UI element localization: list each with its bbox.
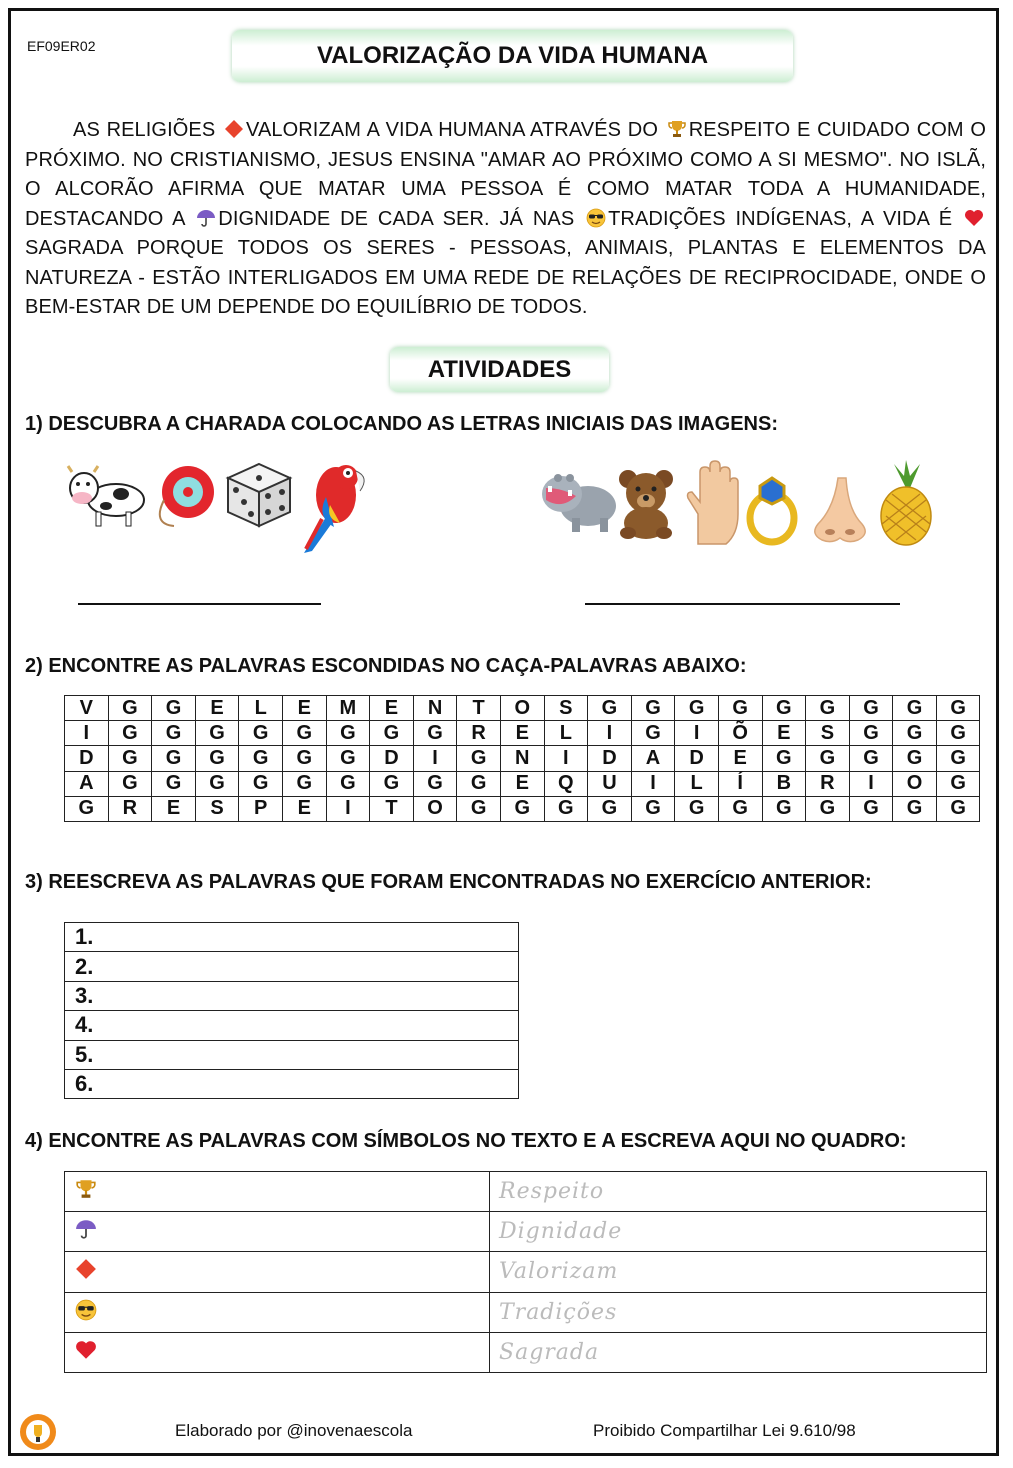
rewrite-row	[65, 952, 519, 981]
word-search-cell[interactable]: G	[936, 796, 980, 821]
word-search-cell[interactable]: V	[65, 696, 109, 721]
word-search-cell[interactable]: G	[936, 721, 980, 746]
symbol-row	[65, 1212, 987, 1252]
symbol-answer-cell[interactable]	[65, 1252, 490, 1292]
pineapple-icon	[876, 460, 936, 546]
word-search-cell[interactable]: I	[675, 721, 719, 746]
word-search-cell[interactable]: T	[457, 696, 501, 721]
word-search-cell[interactable]: G	[762, 796, 806, 821]
bear-icon	[614, 467, 678, 539]
symbol-answer-cell[interactable]	[65, 1212, 490, 1252]
word-search-cell[interactable]: D	[65, 746, 109, 771]
heart-icon	[964, 208, 984, 228]
word-search-cell[interactable]: O	[893, 771, 937, 796]
word-search-cell[interactable]: G	[152, 771, 196, 796]
word-search-cell[interactable]: G	[326, 721, 370, 746]
word-search-cell[interactable]: L	[675, 771, 719, 796]
word-search-cell[interactable]: G	[893, 746, 937, 771]
word-search-cell[interactable]: I	[65, 721, 109, 746]
page-title: VALORIZAÇÃO DA VIDA HUMANA	[232, 30, 793, 82]
word-search-cell[interactable]: I	[849, 771, 893, 796]
word-search-cell[interactable]: G	[718, 696, 762, 721]
word-search-cell[interactable]: A	[65, 771, 109, 796]
word-search-cell[interactable]: G	[631, 721, 675, 746]
rewrite-cell[interactable]: 6.	[65, 1069, 519, 1098]
sunglasses-face-icon	[75, 1299, 97, 1321]
word-search-cell[interactable]: D	[675, 746, 719, 771]
tracing-word: Valorizam	[490, 1252, 987, 1292]
word-search-row	[65, 796, 980, 821]
paragraph-text-3: RESPEITO E CUIDADO COM O PRÓXIMO. NO CRISTIANISMO, JESUS ENSINA "AMAR AO PRÓXIMO COMO A SI MESMO". NO ISLÃ, O ALCORÃO AFIRMA QUE MATAR UMA PESSOA É COMO MATAR TODA A HUMANIDADE, DESTACANDO A	[25, 119, 987, 230]
word-search-row	[65, 721, 980, 746]
cow-icon	[66, 462, 146, 528]
tracing-word: Tradições	[490, 1292, 987, 1332]
word-search-cell[interactable]: G	[762, 746, 806, 771]
word-search-cell[interactable]: L	[239, 696, 283, 721]
word-search-cell[interactable]: G	[239, 746, 283, 771]
word-search-cell[interactable]: G	[849, 796, 893, 821]
word-search-cell[interactable]: R	[806, 771, 850, 796]
word-search-cell[interactable]: S	[806, 721, 850, 746]
word-search-cell[interactable]: G	[936, 771, 980, 796]
word-search-cell[interactable]: A	[631, 746, 675, 771]
word-search-cell[interactable]: G	[282, 721, 326, 746]
word-search-cell[interactable]: G	[370, 771, 414, 796]
word-search-cell[interactable]: I	[588, 721, 632, 746]
answer-line-2[interactable]	[585, 603, 900, 605]
word-search-cell[interactable]: B	[762, 771, 806, 796]
word-search-cell[interactable]: G	[326, 746, 370, 771]
rewrite-cell[interactable]: 5.	[65, 1040, 519, 1069]
word-search-cell[interactable]: I	[413, 746, 457, 771]
hand-icon	[684, 460, 740, 546]
question-2: 2) ENCONTRE AS PALAVRAS ESCONDIDAS NO CAÇA-PALAVRAS ABAIXO:	[25, 655, 747, 677]
word-search-cell[interactable]: E	[718, 746, 762, 771]
hippo-icon	[538, 468, 618, 534]
word-search-cell[interactable]: R	[457, 721, 501, 746]
question-4: 4) ENCONTRE AS PALAVRAS COM SÍMBOLOS NO TEXTO E A ESCREVA AQUI NO QUADRO:	[25, 1130, 907, 1152]
activities-title: ATIVIDADES	[390, 347, 609, 392]
diamond-icon	[224, 119, 244, 139]
word-search-cell[interactable]: M	[326, 696, 370, 721]
word-search-cell[interactable]: N	[500, 746, 544, 771]
word-search-cell[interactable]: G	[413, 721, 457, 746]
word-search-cell[interactable]: G	[413, 771, 457, 796]
paragraph-text-2: VALORIZAM A VIDA HUMANA ATRAVÉS DO	[245, 119, 665, 141]
word-search-cell[interactable]: E	[282, 796, 326, 821]
tracing-word: Dignidade	[490, 1212, 987, 1252]
word-search-cell[interactable]: G	[718, 796, 762, 821]
paragraph-text-1: AS RELIGIÕES	[73, 119, 222, 141]
symbol-answer-cell[interactable]	[65, 1292, 490, 1332]
word-search-cell[interactable]: G	[849, 721, 893, 746]
word-search-cell[interactable]: G	[893, 696, 937, 721]
word-search-cell[interactable]: T	[370, 796, 414, 821]
word-search-cell[interactable]: Õ	[718, 721, 762, 746]
word-search-cell[interactable]: P	[239, 796, 283, 821]
word-search-cell[interactable]: E	[152, 796, 196, 821]
word-search-cell[interactable]: E	[762, 721, 806, 746]
word-search-cell[interactable]: G	[806, 796, 850, 821]
tracing-word: Sagrada	[490, 1332, 987, 1372]
yoyo-icon	[150, 460, 220, 530]
rewrite-row	[65, 1011, 519, 1040]
word-search-cell[interactable]: E	[500, 771, 544, 796]
curriculum-code: EF09ER02	[27, 38, 96, 54]
word-search-cell[interactable]: L	[544, 721, 588, 746]
word-search-cell[interactable]: O	[413, 796, 457, 821]
heart-icon	[75, 1339, 97, 1361]
rewrite-cell[interactable]: 1.	[65, 923, 519, 952]
symbol-row	[65, 1332, 987, 1372]
word-search-cell[interactable]: G	[588, 696, 632, 721]
trophy-icon	[75, 1178, 97, 1200]
paragraph-text-6: SAGRADA PORQUE TODOS OS SERES - PESSOAS, ANIMAIS, PLANTAS E ELEMENTOS DA NATUREZA - ESTÃO INTERLIGADOS EM UMA REDE DE RELAÇÕES DE RECIPROCIDADE, ONDE O BEM-ESTAR DE UM DEPENDE DO EQUILÍBRIO DE TODOS.	[25, 237, 986, 318]
word-search-cell[interactable]: G	[849, 696, 893, 721]
word-search-cell[interactable]: G	[762, 696, 806, 721]
ring-icon	[744, 474, 804, 546]
word-search-cell[interactable]: G	[108, 721, 152, 746]
inove-logo	[19, 1413, 57, 1451]
word-search-cell[interactable]: G	[152, 721, 196, 746]
word-search-cell[interactable]: Q	[544, 771, 588, 796]
word-search-cell[interactable]: G	[108, 771, 152, 796]
word-search-cell[interactable]: O	[500, 696, 544, 721]
word-search-cell[interactable]: G	[500, 796, 544, 821]
word-search-cell[interactable]: G	[195, 746, 239, 771]
word-search-cell[interactable]: G	[108, 746, 152, 771]
tracing-word: Respeito	[490, 1172, 987, 1212]
word-search-cell[interactable]: G	[936, 696, 980, 721]
word-search-cell[interactable]: D	[370, 746, 414, 771]
rewrite-row	[65, 923, 519, 952]
word-search-cell[interactable]: G	[588, 796, 632, 821]
word-search-cell[interactable]: I	[326, 796, 370, 821]
word-search-cell[interactable]: G	[195, 771, 239, 796]
word-search-cell[interactable]: G	[675, 796, 719, 821]
word-search-cell[interactable]: G	[457, 746, 501, 771]
sunglasses-face-icon	[586, 208, 606, 228]
parrot-icon	[296, 457, 368, 555]
symbol-row	[65, 1252, 987, 1292]
umbrella-icon	[196, 208, 216, 228]
word-search-cell[interactable]: I	[631, 771, 675, 796]
answer-line-1[interactable]	[78, 603, 321, 605]
word-search-cell[interactable]: G	[936, 746, 980, 771]
word-search-cell[interactable]: G	[239, 721, 283, 746]
rewrite-row	[65, 1040, 519, 1069]
trophy-icon	[667, 119, 687, 139]
symbol-row	[65, 1292, 987, 1332]
word-search-cell[interactable]: G	[544, 796, 588, 821]
word-search-cell[interactable]: G	[457, 796, 501, 821]
word-search-cell[interactable]: G	[893, 796, 937, 821]
symbol-answer-cell[interactable]	[65, 1332, 490, 1372]
word-search-cell[interactable]: G	[152, 746, 196, 771]
rewrite-row	[65, 1069, 519, 1098]
paragraph-text-5: TRADIÇÕES INDÍGENAS, A VIDA É	[608, 207, 962, 230]
umbrella-icon	[75, 1218, 97, 1240]
word-search-cell[interactable]: G	[631, 696, 675, 721]
word-search-cell[interactable]: N	[413, 696, 457, 721]
question-3: 3) REESCREVA AS PALAVRAS QUE FORAM ENCONTRADAS NO EXERCÍCIO ANTERIOR:	[25, 871, 872, 893]
word-search-cell[interactable]: G	[108, 696, 152, 721]
word-search-cell[interactable]: G	[152, 696, 196, 721]
footer-author: Elaborado por @inovenaescola	[175, 1421, 413, 1440]
word-search-cell[interactable]: G	[326, 771, 370, 796]
word-search-cell[interactable]: G	[631, 796, 675, 821]
rewrite-row	[65, 981, 519, 1010]
word-search-row	[65, 771, 980, 796]
word-search-grid	[64, 695, 980, 822]
word-search-cell[interactable]: I	[544, 746, 588, 771]
word-search-row	[65, 746, 980, 771]
word-search-cell[interactable]: E	[370, 696, 414, 721]
word-search-cell[interactable]: S	[544, 696, 588, 721]
word-search-cell[interactable]: G	[282, 771, 326, 796]
word-search-cell[interactable]: G	[282, 746, 326, 771]
rewrite-cell[interactable]: 3.	[65, 981, 519, 1010]
dice-icon	[224, 460, 294, 530]
word-search-cell[interactable]: G	[65, 796, 109, 821]
word-search-cell[interactable]: G	[675, 696, 719, 721]
word-search-cell[interactable]: Í	[718, 771, 762, 796]
diamond-icon	[75, 1258, 97, 1280]
nose-icon	[808, 474, 874, 546]
word-search-cell[interactable]: G	[806, 746, 850, 771]
word-search-row	[65, 696, 980, 721]
word-search-cell[interactable]: E	[500, 721, 544, 746]
word-search-cell[interactable]: G	[239, 771, 283, 796]
word-search-cell[interactable]: G	[849, 746, 893, 771]
rewrite-cell[interactable]: 2.	[65, 952, 519, 981]
rewrite-cell[interactable]: 4.	[65, 1011, 519, 1040]
symbols-table	[64, 1171, 987, 1373]
symbol-answer-cell[interactable]	[65, 1172, 490, 1212]
word-search-cell[interactable]: G	[195, 721, 239, 746]
word-search-cell[interactable]: E	[282, 696, 326, 721]
word-search-cell[interactable]: S	[195, 796, 239, 821]
paragraph-text-4: DIGNIDADE DE CADA SER. JÁ NAS	[218, 207, 585, 230]
intro-paragraph	[25, 116, 986, 323]
word-search-cell[interactable]: G	[457, 771, 501, 796]
word-search-cell[interactable]: G	[893, 721, 937, 746]
word-search-cell[interactable]: G	[370, 721, 414, 746]
word-search-cell[interactable]: R	[108, 796, 152, 821]
word-search-cell[interactable]: G	[806, 696, 850, 721]
word-search-cell[interactable]: E	[195, 696, 239, 721]
word-search-cell[interactable]: D	[588, 746, 632, 771]
rewrite-table	[64, 922, 519, 1099]
symbol-row	[65, 1172, 987, 1212]
question-1: 1) DESCUBRA A CHARADA COLOCANDO AS LETRAS INICIAIS DAS IMAGENS:	[25, 413, 778, 435]
word-search-cell[interactable]: U	[588, 771, 632, 796]
footer-notice: Proibido Compartilhar Lei 9.610/98	[593, 1421, 856, 1440]
